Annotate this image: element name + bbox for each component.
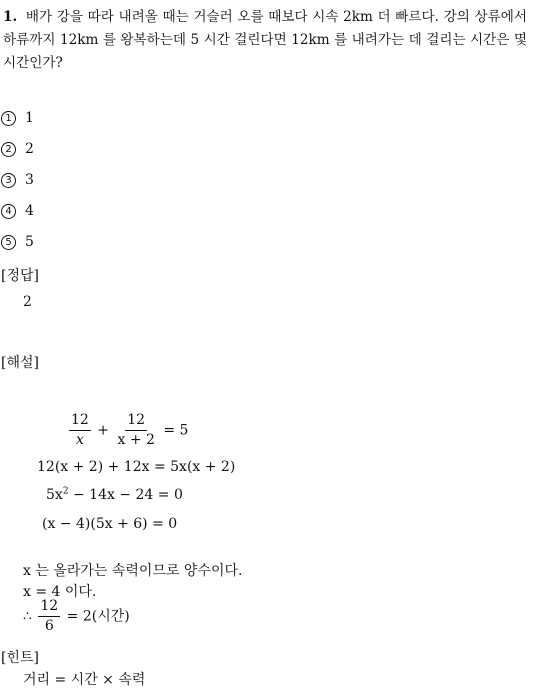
choice-mark: 3	[1, 173, 16, 188]
choice-value: 1	[25, 109, 34, 126]
choice-mark: 2	[1, 142, 16, 157]
explanation-note-2: x = 4 이다.	[23, 584, 97, 600]
explanation-conclusion: ∴ $\frac{12}{6}$ = 2(시간)	[23, 598, 130, 634]
equation-3: $5x^2 - 14x - 24 = 0$	[46, 486, 183, 503]
choice-1[interactable]	[1, 103, 34, 134]
choice-value: 4	[25, 202, 34, 219]
choice-2[interactable]	[1, 134, 34, 165]
choice-value: 3	[25, 171, 34, 188]
choice-value: 5	[25, 233, 34, 250]
explanation-note-1: x 는 올라가는 속력이므로 양수이다.	[23, 563, 243, 579]
choice-list	[1, 103, 34, 258]
question-number: 1.	[3, 9, 18, 25]
question-text: 배가 강을 따라 내려올 때는 거슬러 오를 때보다 시속 2km 더 빠르다. 강의 상류에서 하류까지 12km 를 왕복하는데 5 시간 걸린다면 12km 를 내려가는 데 걸리는 시간은 몇 시간인가?	[3, 9, 527, 71]
answer-value: 2	[23, 294, 32, 310]
therefore-symbol: ∴	[23, 608, 32, 625]
choice-mark: 5	[1, 235, 16, 250]
choice-4[interactable]	[1, 196, 34, 227]
hint-label: [힌트]	[1, 650, 39, 666]
fraction-12-over-x-plus-2: $\frac{12}{x + 2}$	[117, 412, 155, 448]
equation-1	[67, 412, 188, 449]
choice-5[interactable]	[1, 227, 34, 258]
choice-value: 2	[25, 140, 34, 157]
fraction-12-over-6: $\frac{12}{6}$	[40, 598, 59, 634]
choice-3[interactable]	[1, 165, 34, 196]
equation-rhs: = 5	[163, 422, 189, 439]
equation-2: 12(x + 2) + 12x = 5x(x + 2)	[37, 459, 236, 475]
choice-mark: 1	[1, 111, 16, 126]
plus-sign: +	[97, 422, 110, 439]
hint-text: 거리 = 시간 × 속력	[23, 672, 146, 688]
choice-mark: 4	[1, 204, 16, 219]
equation-4: (x − 4)(5x + 6) = 0	[42, 516, 178, 532]
fraction-12-over-x: $\frac{12}{x}$	[71, 412, 89, 448]
explanation-label: [해설]	[1, 355, 39, 371]
question	[3, 6, 527, 75]
answer-label: [정답]	[1, 268, 39, 284]
